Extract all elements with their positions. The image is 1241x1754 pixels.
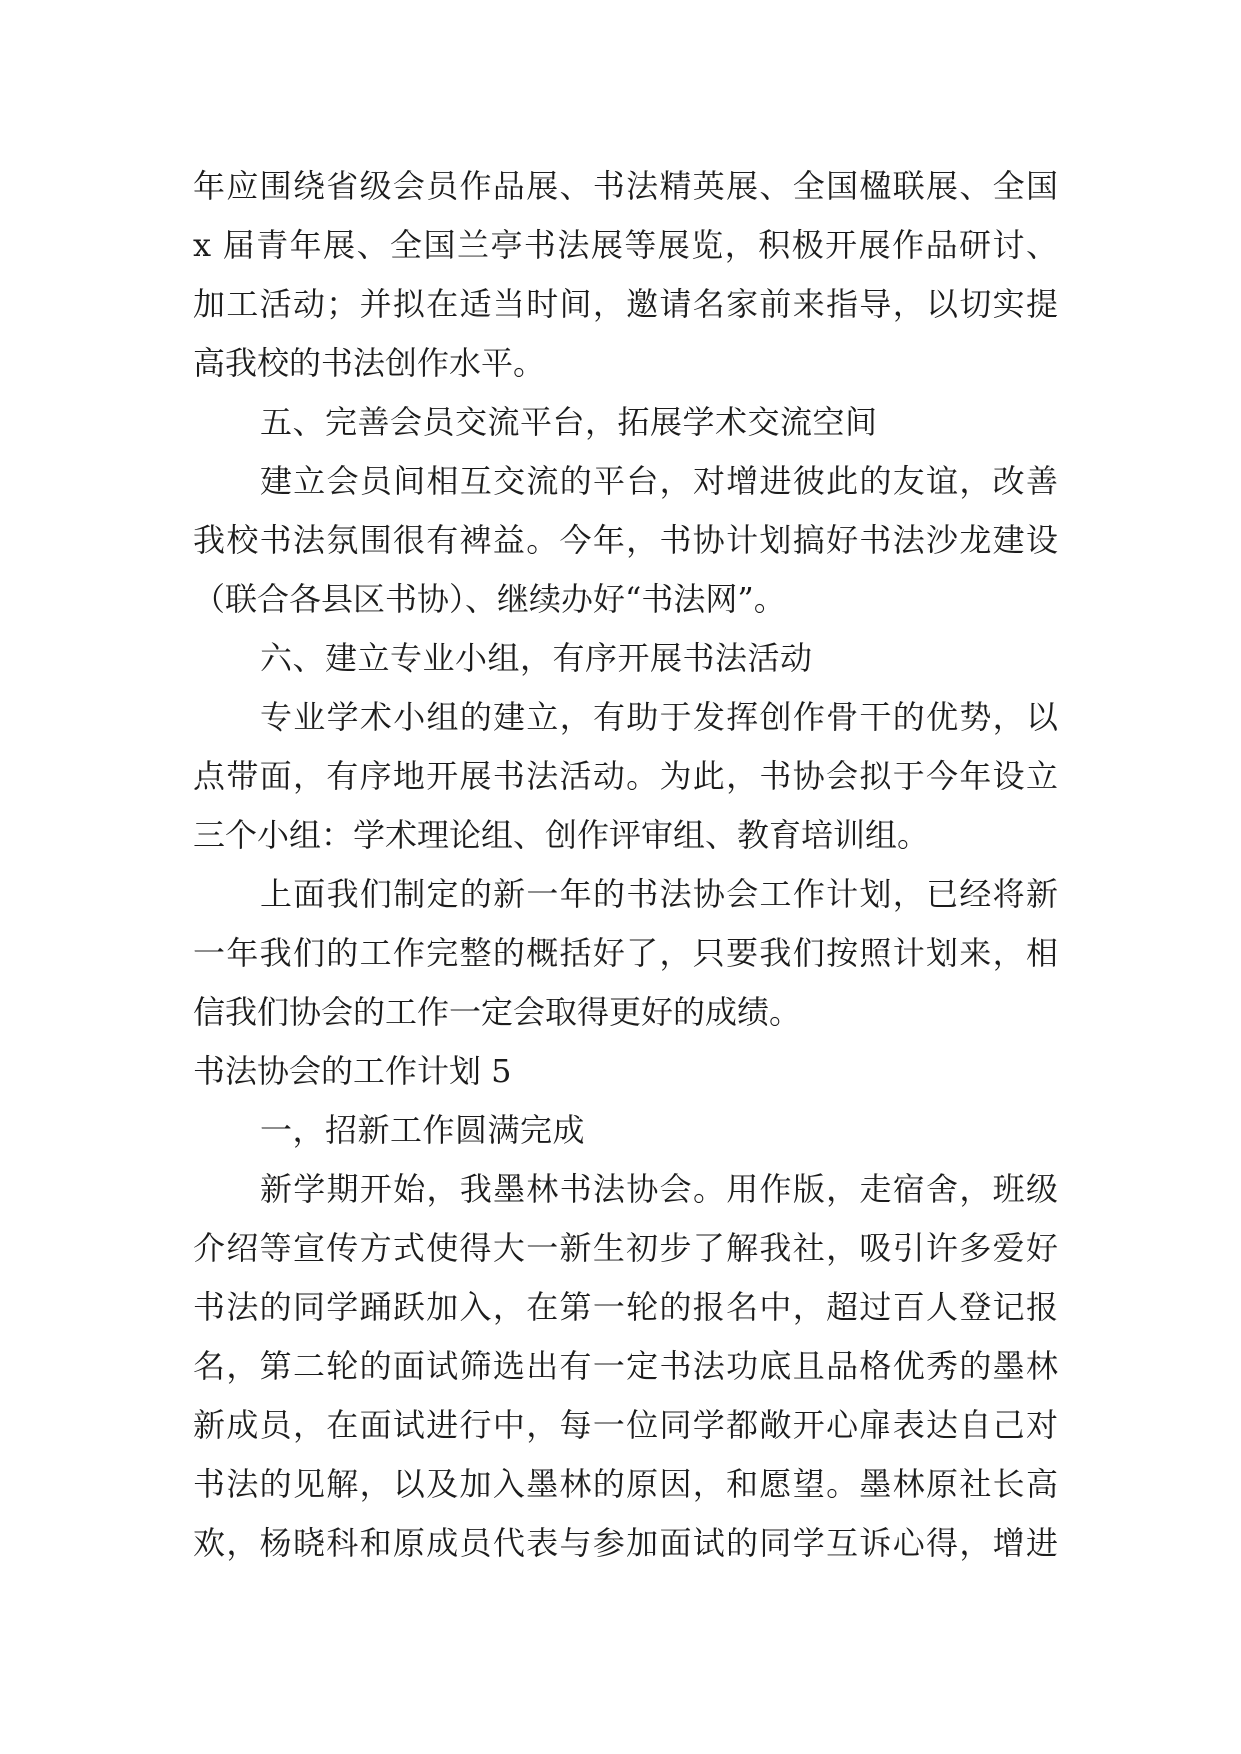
text-line: 年应围绕省级会员作品展、书法精英展、全国楹联展、全国 bbox=[193, 167, 1058, 205]
text-line: 上面我们制定的新一年的书法协会工作计划，已经将新 bbox=[260, 875, 1058, 913]
paragraph-continuation bbox=[193, 157, 1058, 393]
section-heading-5 bbox=[193, 393, 1058, 452]
text-line: x 届青年展、全国兰亭书法展等展览，积极开展作品研讨、 bbox=[193, 226, 1058, 264]
text-line: 一年我们的工作完整的概括好了，只要我们按照计划来，相 bbox=[193, 934, 1058, 972]
text-line: 专业学术小组的建立，有助于发挥创作骨干的优势，以 bbox=[260, 698, 1058, 736]
text-line: 名，第二轮的面试筛选出有一定书法功底且品格优秀的墨林 bbox=[193, 1347, 1058, 1385]
document-title-text: 书法协会的工作计划 5 bbox=[193, 1052, 512, 1090]
paragraph-groups bbox=[193, 688, 1058, 865]
text-line: 介绍等宣传方式使得大一新生初步了解我社，吸引许多爱好 bbox=[193, 1229, 1058, 1267]
section-heading-text: 一，招新工作圆满完成 bbox=[260, 1111, 586, 1149]
text-line: 新成员，在面试进行中，每一位同学都敞开心扉表达自己对 bbox=[193, 1406, 1058, 1444]
text-line: 新学期开始，我墨林书法协会。用作版，走宿舍，班级 bbox=[260, 1170, 1058, 1208]
text-line: 我校书法氛围很有裨益。今年，书协计划搞好书法沙龙建设 bbox=[193, 521, 1058, 559]
paragraph-conclusion bbox=[193, 865, 1058, 1042]
paragraph-recruitment bbox=[193, 1160, 1058, 1573]
section-heading-6 bbox=[193, 629, 1058, 688]
text-line: （联合各县区书协）、继续办好“书法网”。 bbox=[193, 580, 786, 618]
text-line: 点带面，有序地开展书法活动。为此，书协会拟于今年设立 bbox=[193, 757, 1058, 795]
document-title bbox=[193, 1042, 1058, 1101]
text-line: 欢，杨晓科和原成员代表与参加面试的同学互诉心得，增进 bbox=[193, 1524, 1058, 1562]
text-line: 书法的同学踊跃加入，在第一轮的报名中，超过百人登记报 bbox=[193, 1288, 1058, 1326]
text-line: 加工活动；并拟在适当时间，邀请名家前来指导，以切实提 bbox=[193, 285, 1058, 323]
section-heading-text: 五、完善会员交流平台，拓展学术交流空间 bbox=[260, 403, 878, 441]
text-line: 信我们协会的工作一定会取得更好的成绩。 bbox=[193, 993, 802, 1031]
text-line: 建立会员间相互交流的平台，对增进彼此的友谊，改善 bbox=[260, 462, 1058, 500]
text-line: 三个小组：学术理论组、创作评审组、教育培训组。 bbox=[193, 816, 930, 854]
text-line: 书法的见解，以及加入墨林的原因，和愿望。墨林原社长高 bbox=[193, 1465, 1058, 1503]
paragraph-exchange-platform bbox=[193, 452, 1058, 629]
text-line: 高我校的书法创作水平。 bbox=[193, 344, 546, 382]
section-heading-text: 六、建立专业小组，有序开展书法活动 bbox=[260, 639, 813, 677]
section-heading-1 bbox=[193, 1101, 1058, 1160]
